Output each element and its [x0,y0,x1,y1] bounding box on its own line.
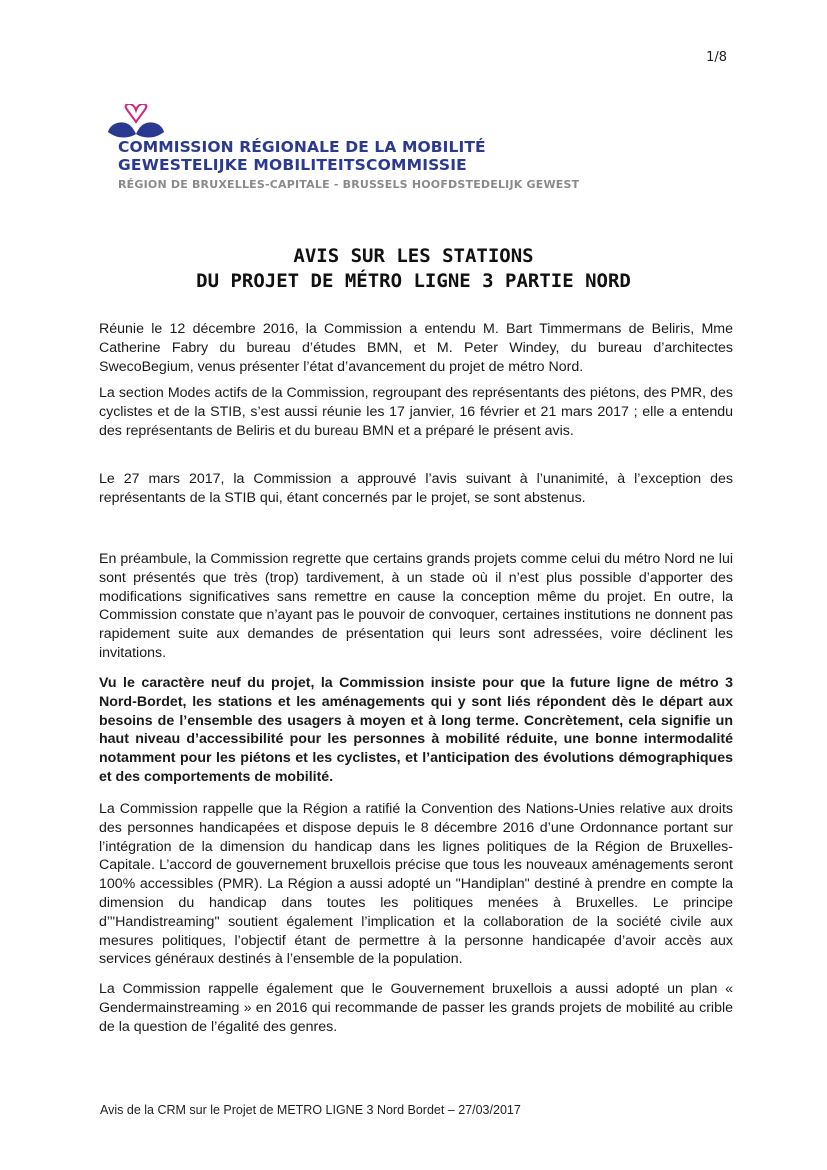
org-name-fr: COMMISSION RÉGIONALE DE LA MOBILITÉ [118,138,486,156]
org-region: RÉGION DE BRUXELLES-CAPITALE - BRUSSELS HOOFDSTEDELIJK GEWEST [118,178,580,191]
document-title [60,244,767,294]
page-number: 1/8 [706,50,727,65]
org-name-nl: GEWESTELIJKE MOBILITEITSCOMMISSIE [118,156,467,174]
page-footer: Avis de la CRM sur le Projet de METRO LIGNE 3 Nord Bordet – 27/03/2017 [100,1103,521,1117]
crm-logo-icon [106,104,166,140]
paragraph-section: La section Modes actifs de la Commission, regroupant des représentants des piétons, des PMR, des cyclistes et de la STIB, s’est aussi réunie les 17 janvier, 16 février et 21 mars 2017 ; elle a entendu des représentants de Beliris et du bureau BMN et a préparé le présent avis. [99,385,733,439]
paragraph-emphasis: Vu le caractère neuf du projet, la Commission insiste pour que la future ligne de métro 3 Nord-Bordet, les stations et les aménagements qui y sont liés répondent dès le départ aux besoins de l’ensemble des usagers à moyen et à long terme. Concrètement, cela signifie un haut niveau d’accessibilité pour les personnes à mobilité réduite, une bonne intermodalité notamment pour les piétons et les cyclistes, et l’anticipation des évolutions démographiques et des comportements de mobilité. [99,675,733,785]
paragraph-meeting: Réunie le 12 décembre 2016, la Commission a entendu M. Bart Timmermans de Beliris, Mme Catherine Fabry du bureau d’études BMN, et M. Peter Windey, du bureau d’architectes SwecoBegium, venus présenter l’état d’avancement du projet de métro Nord. [99,321,733,375]
paragraph-gender: La Commission rappelle également que le Gouvernement bruxellois a aussi adopté un plan « Gendermainstreaming » en 2016 qui recommande de passer les grands projets de mobilité au crible de la question de l’égalité des genres. [99,981,733,1035]
title-line-2: DU PROJET DE MÉTRO LIGNE 3 PARTIE NORD [196,270,631,292]
title-line-1: AVIS SUR LES STATIONS [293,245,534,267]
paragraph-preamble: En préambule, la Commission regrette que certains grands projets comme celui du métro Nord ne lui sont présentés que très (trop) tardivement, à un stade où il n’est plus possible d’apporter des modifications significatives sans remettre en cause la conception même du projet. En outre, la Commission constate que n’ayant pas le pouvoir de convoquer, certaines institutions ne donnent pas rapidement suite aux demandes de présentation qui leurs sont adressées, voire déclinent les invitations. [99,551,733,661]
paragraph-approval: Le 27 mars 2017, la Commission a approuvé l’avis suivant à l’unanimité, à l’exception des représentants de la STIB qui, étant concernés par le projet, se sont abstenus. [99,471,733,506]
paragraph-convention: La Commission rappelle que la Région a ratifié la Convention des Nations-Unies relative aux droits des personnes handicapées et dispose depuis le 8 décembre 2016 d’une Ordonnance portant sur l’intégration de la dimension du handicap dans les lignes politiques de la Région de Bruxelles-Capitale. L’accord de gouvernement bruxellois précise que tous les nouveaux aménagements seront 100% accessibles (PMR). La Région a aussi adopté un "Handiplan" destiné à prendre en compte la dimension du handicap dans toutes les politiques menées à Bruxelles. Le principe d’"Handistreaming" soutient également l’implication et la collaboration de la société civile aux mesures politiques, l’objectif étant de permettre à la personne handicapée d’avoir accès aux services généraux destinés à l’ensemble de la population. [99,801,733,968]
